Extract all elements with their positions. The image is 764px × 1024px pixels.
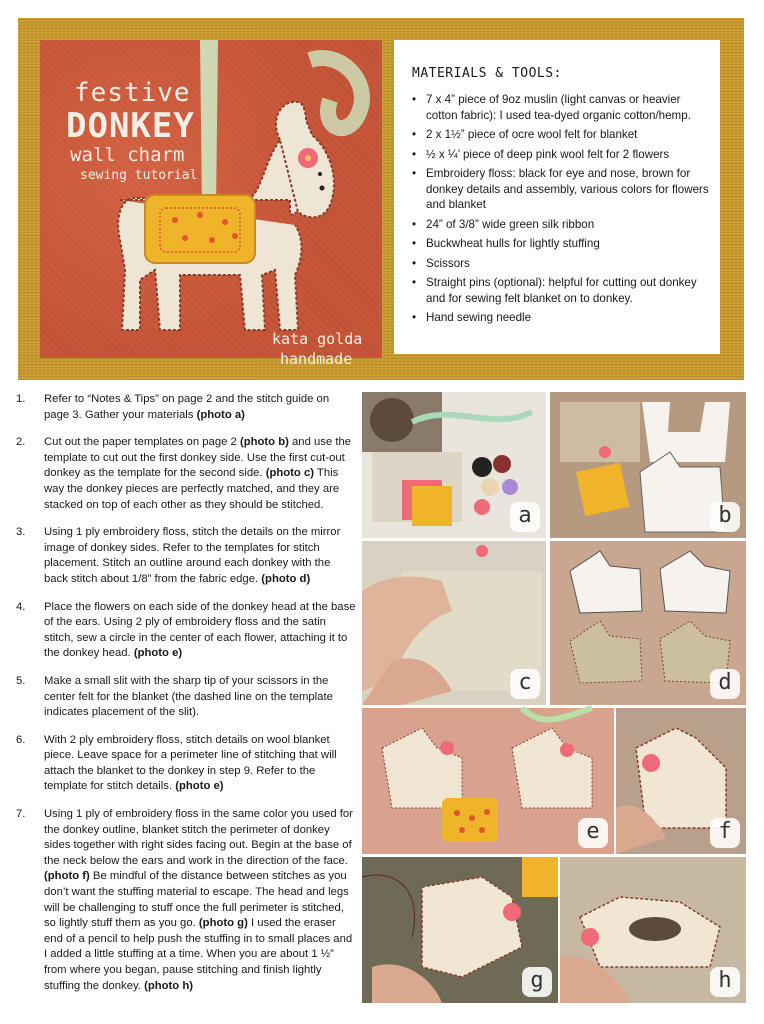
step-number: 5. [16,674,26,687]
hero-subtitle: sewing tutorial [80,168,198,183]
photo-reference: (photo e) [175,780,224,793]
photo-reference: (photo d) [261,572,311,585]
photo-f [616,708,746,854]
materials-heading: MATERIALS & TOOLS: [412,66,562,81]
photo-d [550,541,746,705]
step-text: With 2 ply embroidery floss, stitch details on wool blanket piece. Leave space for a perimeter line of stitching that will attach the blanket to the donkey in step 9. Refer to the template for stitch details. [44,733,337,793]
materials-list [412,92,712,330]
step-text: Cut out the paper templates on page 2 [44,436,240,449]
photo-label: a [510,502,540,532]
photo-label: f [710,818,740,848]
hero-title-line2: DONKEY [66,106,195,146]
photo-reference: (photo c) [265,467,314,480]
flowers-blanket-photo-illustration [362,708,614,854]
photo-label: e [578,818,608,848]
step-item [16,600,356,662]
step-number: 7. [16,808,26,821]
hero-title-line3: wall charm [70,144,185,166]
material-item: • Scissors [412,256,712,272]
photo-reference: (photo h) [144,979,194,992]
photo-reference: (photo f) [44,870,90,883]
header-banner [18,18,744,380]
materials-panel [394,40,720,354]
photo-label: d [710,669,740,699]
step-text: Using 1 ply embroidery floss, stitch the details on the mirror image of donkey sides. Refer to the templates for stitch placement. Stitch an outline around each donkey with the back stitch about 1/8” from the fabric edge. [44,526,341,585]
photo-label: c [510,669,540,699]
step-item [16,807,356,994]
material-item: • Straight pins (optional): helpful for cutting out donkey and for sewing felt blanket on to donkey. [412,275,712,306]
photo-h [560,857,746,1003]
photo-a [362,392,546,538]
step-text: Place the flowers on each side of the donkey head at the base of the ears. Using 2 ply of embroidery floss and the satin stitch, sew a circle in the center of each flower, attaching it to the donkey head. [44,600,356,660]
photo-reference: (photo a) [196,408,245,421]
instruction-steps [16,392,356,1006]
photo-e [362,708,614,854]
step-item [16,392,356,423]
photo-label: h [710,967,740,997]
step-text: Be mindful of the distance between stitches as you don’t want the stuffing material to escape. The head and legs will be challenging to stuff once the full perimeter is stitched, so lightly stuff them as you go. [44,870,349,930]
step-number: 1. [16,393,26,405]
material-item: • Embroidery floss: black for eye and nose, brown for donkey details and assembly, various colors for flowers and blanket [412,166,712,213]
photo-g [362,857,558,1003]
step-number: 4. [16,600,26,613]
step-item [16,435,356,513]
step-text: and use the template to cut out the first donkey side. Use the first cut-out donkey as the template for the second side. [44,436,352,480]
photo-reference: (photo g) [198,917,248,930]
photo-reference: (photo b) [239,436,289,449]
photo-label: g [522,967,552,997]
step-text: Using 1 ply of embroidery floss in the same color you used for the donkey outline, blanket stitch the perimeter of donkey sides together with right sides facing out. Begin at the base of the neck below the ears and work in the direction of the face. [44,808,353,867]
step-item [16,674,356,721]
step-text: Make a small slit with the sharp tip of your scissors in the center felt for the blanket (the dashed line on the template indicates placement of the slit). [44,674,333,719]
step-item [16,525,356,587]
brand-line1: kata golda [272,330,363,348]
photo-reference: (photo e) [133,647,183,660]
step-text: I used the eraser end of a pencil to help push the stuffing in to small places and I added a little stuffing at a time. When you are about 1 ½” from where you began, pause stitching and finish lightly stuffing the donkey. [44,917,353,992]
step-number: 6. [16,733,26,746]
photo-c [362,541,546,705]
step-item [16,733,356,795]
material-item: • 2 x 1½” piece of ocre wool felt for blanket [412,127,712,143]
hero-title-line1: festive [74,78,191,108]
photo-b [550,392,746,538]
step-number: 3. [16,526,26,539]
hero-image [40,40,382,368]
material-item: • Buckwheat hulls for lightly stuffing [412,236,712,252]
material-item: • Hand sewing needle [412,310,712,326]
step-text: Refer to “Notes & Tips” on page 2 and the stitch guide on page 3. Gather your materials [44,393,330,421]
brand-line2: handmade [280,350,353,368]
photo-label: b [710,502,740,532]
step-text: This way the donkey pieces are perfectly matched, and they are stacked on top of each other as they should be stitched. [44,467,340,511]
material-item: • ½ x ¼’ piece of deep pink wool felt for 2 flowers [412,147,712,163]
material-item: • 24” of 3/8” wide green silk ribbon [412,217,712,233]
material-item: • 7 x 4” piece of 9oz muslin (light canvas or heavier cotton fabric): I used tea-dyed organic cotton/hemp. [412,92,712,123]
step-number: 2. [16,436,26,449]
